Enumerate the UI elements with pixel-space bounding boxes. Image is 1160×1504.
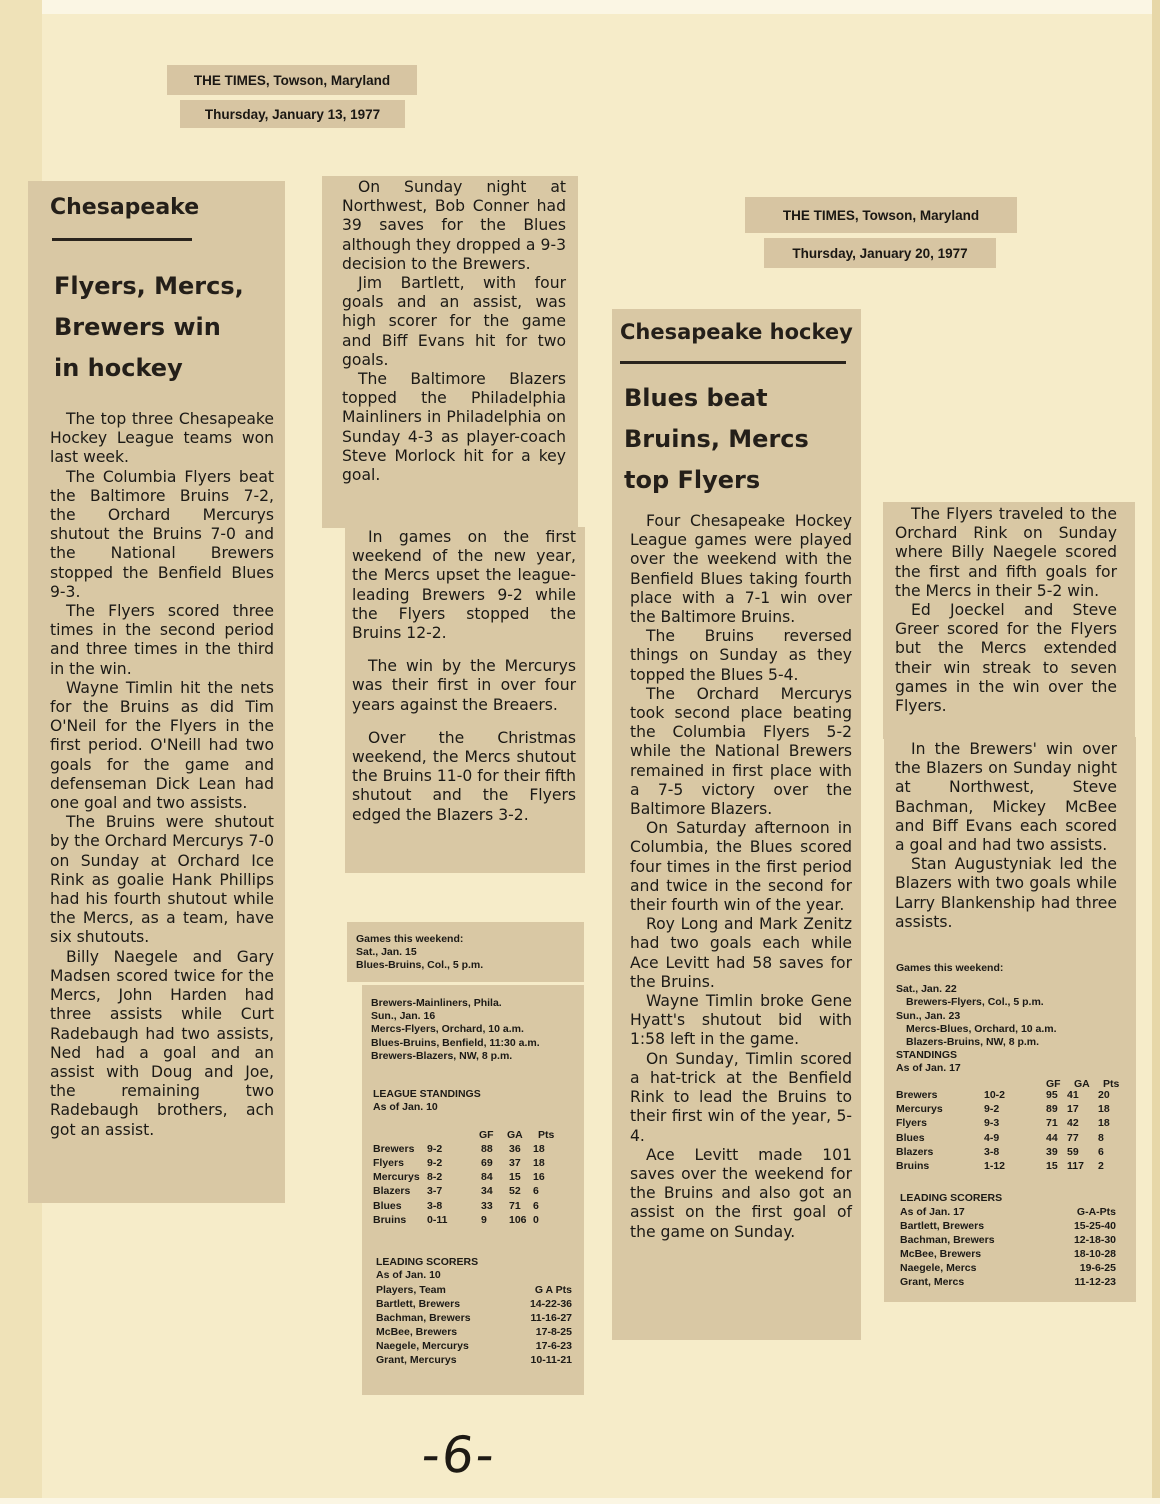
col-ga: GA — [507, 1129, 523, 1141]
col-gapts: G A Pts — [534, 1284, 572, 1296]
team-ga: 15 — [509, 1171, 521, 1184]
team-pts: 16 — [533, 1171, 545, 1184]
team-pts: 0 — [533, 1213, 539, 1226]
team-name: Flyers — [896, 1117, 927, 1130]
team-gf: 89 — [1046, 1103, 1058, 1116]
team-record: 1-12 — [984, 1159, 1006, 1172]
games-line: Mercs-Blues, Orchard, 10 a.m. — [906, 1022, 1057, 1035]
team-gf: 39 — [1046, 1145, 1058, 1158]
team-ga: 77 — [1067, 1131, 1079, 1144]
games-day: Sun., Jan. 23 — [896, 1009, 961, 1022]
headline-line: Blues beat — [624, 384, 768, 412]
standings-row — [373, 1157, 573, 1171]
team-pts: 18 — [1098, 1117, 1110, 1130]
scorers-asof: As of Jan. 10 — [376, 1269, 441, 1282]
scorer-row — [376, 1326, 572, 1340]
section-label-chesapeake: Chesapeake — [50, 195, 200, 220]
games-this-weekend-2 — [896, 962, 1126, 1076]
masthead-date-jan20: Thursday, January 20, 1977 — [764, 238, 996, 268]
team-pts: 6 — [533, 1199, 539, 1212]
games-heading: Games this weekend: — [896, 962, 1004, 974]
standings-table-1 — [373, 1129, 573, 1228]
team-ga: 42 — [1067, 1117, 1079, 1130]
col-gf: GF — [479, 1129, 494, 1141]
headline-blues-beat-bruins — [624, 378, 852, 501]
team-record: 3-8 — [984, 1145, 1000, 1158]
scorer-row — [376, 1298, 572, 1312]
scorer-stats: 17-8-25 — [535, 1325, 572, 1338]
scorers-table-2 — [900, 1206, 1116, 1290]
team-ga: 41 — [1067, 1089, 1079, 1101]
article-paragraph: The Columbia Flyers beat the Baltimore Bruins 7-2, the Orchard Mercurys shutout the Bruins 7-0 and the National Brewers stopped the Benfield Blues 9-3. — [50, 467, 274, 601]
team-ga: 52 — [509, 1185, 521, 1198]
team-ga: 36 — [509, 1142, 521, 1155]
scorer-row — [900, 1276, 1116, 1290]
headline-line: Bruins, Mercs — [624, 425, 809, 453]
team-pts: 18 — [533, 1156, 545, 1169]
team-pts: 8 — [1098, 1131, 1104, 1144]
games-line: Blues-Bruins, Col., 5 p.m. — [356, 959, 484, 972]
scorers-header-row — [900, 1206, 1116, 1220]
standings-row — [373, 1214, 573, 1228]
scorer-stats: 14-22-36 — [529, 1297, 572, 1310]
team-ga: 71 — [509, 1199, 521, 1212]
team-record: 9-3 — [984, 1117, 1000, 1130]
games-line: Brewers-Mainliners, Phila. — [371, 997, 502, 1009]
team-ga: 17 — [1067, 1103, 1079, 1116]
games-continued-1 — [371, 997, 576, 1063]
article-paragraph: Wayne Timlin hit the nets for the Bruins as did Tim O'Neil for the Flyers in the first period. O'Neill had two goals for the game and defenseman Dick Lean had one goal and two assists. — [50, 678, 274, 813]
standings-title: STANDINGS — [896, 1049, 958, 1062]
scorers-header-row — [376, 1284, 572, 1298]
standings-header-row — [373, 1129, 573, 1143]
team-ga: 117 — [1067, 1159, 1084, 1172]
team-name: Brewers — [896, 1089, 938, 1101]
team-record: 4-9 — [984, 1131, 1000, 1144]
scorer-row — [900, 1262, 1116, 1276]
games-day: Sun., Jan. 16 — [371, 1010, 436, 1023]
article-paragraph: In games on the first weekend of the new year, the Mercs upset the league-leading Brewers 9-2 while the Flyers stopped the Bruins 12-2. — [352, 528, 576, 643]
scorers-asof: As of Jan. 17 — [900, 1206, 965, 1218]
article-paragraph: Four Chesapeake Hockey League games were played over the weekend with the Benfield Blues taking fourth place with a 7-1 win over the Baltimore Bruins. — [630, 512, 852, 627]
article-paragraph: On Sunday, Timlin scored a hat-trick at the Benfield Rink to lead the Bruins to their first win of the year, 5-4. — [630, 1049, 852, 1145]
team-record: 0-11 — [427, 1213, 448, 1226]
team-gf: 33 — [481, 1199, 493, 1212]
team-gf: 44 — [1046, 1131, 1058, 1144]
article-paragraph: The Flyers scored three times in the second period and three times in the third in the win. — [50, 602, 274, 678]
team-name: Bruins — [896, 1159, 930, 1172]
col-ga: GA — [1074, 1078, 1090, 1090]
team-record: 9-2 — [427, 1142, 443, 1155]
scorers-heading-2 — [900, 1192, 1120, 1205]
team-name: Bruins — [373, 1213, 407, 1226]
article-paragraph: Over the Christmas weekend, the Mercs shutout the Bruins 11-0 for their fifth shutout and the Flyers edged the Blazers 3-2. — [352, 728, 576, 824]
headline-line: Brewers win — [54, 313, 221, 341]
standings-header-row — [896, 1078, 1126, 1089]
article-paragraph: The Baltimore Blazers topped the Philadelphia Mainliners in Philadelphia on Sunday 4-3 as player-coach Steve Morlock hit for a key goal. — [342, 370, 566, 485]
standings-row — [373, 1143, 573, 1157]
section-rule — [620, 361, 846, 364]
team-name: Blues — [896, 1131, 925, 1144]
scorer-stats: 19-6-25 — [1079, 1261, 1116, 1274]
team-name: Flyers — [373, 1156, 404, 1169]
games-line: Blues-Bruins, Benfield, 11:30 a.m. — [371, 1036, 540, 1049]
article-paragraph: The win by the Mercurys was their first in over four years against the Breaers. — [352, 657, 576, 714]
standings-row — [896, 1132, 1126, 1146]
scorer-name: Grant, Mercs — [900, 1275, 965, 1288]
headline-line: Flyers, Mercs, — [54, 272, 244, 300]
article-paragraph: Ed Joeckel and Steve Greer scored for the Flyers but the Mercs extended their win streak to seven games in the win over the Flyers. — [895, 601, 1117, 716]
team-pts: 18 — [533, 1142, 545, 1155]
headline-line: in hockey — [54, 354, 183, 382]
page-bottom-edge — [0, 1498, 1160, 1504]
col-gf: GF — [1046, 1078, 1061, 1090]
scorer-name: Naegele, Mercurys — [376, 1339, 469, 1352]
article-paragraph: Jim Bartlett, with four goals and an assist, was high scorer for the game and Biff Evans hit for two goals. — [342, 274, 566, 369]
games-line: Mercs-Flyers, Orchard, 10 a.m. — [371, 1023, 524, 1036]
team-gf: 95 — [1046, 1089, 1058, 1101]
standings-asof: As of Jan. 10 — [373, 1101, 438, 1114]
team-pts: 6 — [533, 1185, 539, 1198]
team-pts: 20 — [1098, 1089, 1110, 1101]
games-day: Sat., Jan. 15 — [356, 946, 417, 959]
team-gf: 84 — [481, 1171, 493, 1184]
team-gf: 15 — [1046, 1159, 1058, 1172]
article-body-col2b — [352, 528, 576, 825]
article-body-col4a — [895, 505, 1117, 716]
scorer-stats: 11-16-27 — [530, 1311, 572, 1324]
team-gf: 9 — [481, 1213, 487, 1226]
section-label-chesapeake-hockey: Chesapeake hockey — [620, 320, 853, 344]
games-this-weekend-1 — [356, 933, 576, 973]
masthead-paper-jan20: THE TIMES, Towson, Maryland — [745, 197, 1017, 233]
scorer-name: Grant, Mercurys — [376, 1353, 457, 1366]
article-paragraph: In the Brewers' win over the Blazers on Sunday night at Northwest, Steve Bachman, Mickey McBee and Biff Evans each scored a goal and had two assists. — [895, 740, 1117, 855]
page-right-edge — [1152, 0, 1160, 1504]
scorer-name: Bachman, Brewers — [900, 1233, 995, 1246]
article-body-col4b — [895, 740, 1117, 932]
standings-row — [373, 1200, 573, 1214]
article-body-col3 — [630, 512, 852, 1242]
standings-row — [373, 1171, 573, 1185]
scorer-row — [900, 1220, 1116, 1234]
games-day: Sat., Jan. 22 — [896, 983, 957, 996]
standings-row — [896, 1146, 1126, 1160]
standings-heading-1 — [373, 1088, 573, 1114]
scorer-row — [900, 1248, 1116, 1262]
article-body-col2a — [342, 178, 566, 485]
team-name: Mercurys — [896, 1103, 943, 1116]
team-pts: 18 — [1098, 1103, 1110, 1116]
headline-flyers-mercs-brewers — [54, 266, 279, 389]
team-ga: 106 — [509, 1213, 527, 1226]
scorer-name: McBee, Brewers — [900, 1247, 982, 1260]
team-pts: 2 — [1098, 1159, 1104, 1172]
standings-row — [896, 1089, 1126, 1103]
team-gf: 88 — [481, 1142, 493, 1155]
article-paragraph: The Flyers traveled to the Orchard Rink on Sunday where Billy Naegele scored the first and fifth goals for the Mercs in their 5-2 win. — [895, 505, 1117, 600]
team-record: 10-2 — [984, 1089, 1006, 1101]
team-name: Blazers — [896, 1145, 934, 1158]
section-rule — [52, 238, 192, 241]
team-name: Mercurys — [373, 1171, 420, 1184]
standings-row — [896, 1103, 1126, 1117]
standings-row — [373, 1185, 573, 1199]
team-record: 3-7 — [427, 1185, 443, 1198]
games-line: Brewers-Flyers, Col., 5 p.m. — [906, 996, 1044, 1009]
headline-line: top Flyers — [624, 466, 761, 494]
article-paragraph: Ace Levitt made 101 saves over the weekend for the Bruins and also got an assist on the first goal of the game on Sunday. — [630, 1145, 852, 1241]
standings-row — [896, 1160, 1126, 1174]
scorer-name: Naegele, Mercs — [900, 1261, 977, 1274]
article-paragraph: On Sunday night at Northwest, Bob Conner had 39 saves for the Blues although they dropped a 9-3 decision to the Brewers. — [342, 178, 566, 273]
games-line: Blazers-Bruins, NW, 8 p.m. — [906, 1036, 1040, 1049]
scorer-stats: 10-11-21 — [530, 1353, 572, 1366]
article-paragraph: Stan Augustyniak led the Blazers with two goals while Larry Blankenship had three assists. — [895, 855, 1117, 931]
scorer-name: Bartlett, Brewers — [376, 1297, 461, 1310]
scorers-title: LEADING SCORERS — [900, 1192, 1003, 1204]
standings-table-2 — [896, 1078, 1126, 1174]
standings-row — [896, 1117, 1126, 1131]
team-gf: 34 — [481, 1185, 493, 1198]
col-gapts: G-A-Pts — [1076, 1206, 1116, 1218]
scorers-title: LEADING SCORERS — [376, 1256, 479, 1268]
article-body-col1 — [50, 410, 274, 1140]
scorer-row — [900, 1234, 1116, 1248]
article-paragraph: Billy Naegele and Gary Madsen scored twice for the Mercs, John Harden had three assists while Curt Radebaugh had two assists, Ned had a goal and an assist with Doug and Joe, the remaining two Radebaugh brothers, ach got an assist. — [50, 947, 274, 1139]
games-heading: Games this weekend: — [356, 933, 464, 945]
games-line: Brewers-Blazers, NW, 8 p.m. — [371, 1049, 513, 1062]
scorer-name: Bachman, Brewers — [376, 1311, 471, 1324]
team-record: 8-2 — [427, 1171, 443, 1184]
standings-asof: As of Jan. 17 — [896, 1062, 961, 1075]
col-pts: Pts — [1103, 1078, 1120, 1090]
page-top-edge — [0, 0, 1160, 14]
scorer-row — [376, 1312, 572, 1326]
scorer-stats: 18-10-28 — [1073, 1247, 1116, 1260]
team-ga: 59 — [1067, 1145, 1079, 1158]
scorer-stats: 12-18-30 — [1073, 1233, 1116, 1246]
team-ga: 37 — [509, 1156, 521, 1169]
scorer-name: McBee, Brewers — [376, 1325, 458, 1338]
article-paragraph: The Bruins reversed things on Sunday as they topped the Blues 5-4. — [630, 627, 852, 684]
scorer-row — [376, 1340, 572, 1354]
col-players: Players, Team — [376, 1284, 446, 1296]
masthead-date-jan13: Thursday, January 13, 1977 — [180, 100, 405, 128]
team-name: Brewers — [373, 1142, 415, 1155]
article-paragraph: Roy Long and Mark Zenitz had two goals each while Ace Levitt had 58 saves for the Bruins. — [630, 915, 852, 991]
team-record: 3-8 — [427, 1199, 443, 1212]
article-paragraph: Wayne Timlin broke Gene Hyatt's shutout bid with 1:58 left in the game. — [630, 992, 852, 1049]
team-pts: 6 — [1098, 1145, 1104, 1158]
scorer-stats: 11-12-23 — [1074, 1275, 1116, 1288]
page-number-handwritten: -6- — [418, 1426, 499, 1484]
team-record: 9-2 — [984, 1103, 1000, 1116]
scorer-stats: 17-6-23 — [535, 1339, 572, 1352]
scorer-stats: 15-25-40 — [1073, 1219, 1116, 1232]
scorer-row — [376, 1354, 572, 1368]
article-paragraph: The Orchard Mercurys took second place beating the Columbia Flyers 5-2 while the National Brewers remained in first place with a 7-5 victory over the Baltimore Blazers. — [630, 684, 852, 819]
article-paragraph: The Bruins were shutout by the Orchard Mercurys 7-0 on Sunday at Orchard Ice Rink as goalie Hank Phillips had his fourth shutout while the Mercs, as a team, have six shutouts. — [50, 813, 274, 947]
scorer-name: Bartlett, Brewers — [900, 1219, 985, 1232]
team-name: Blazers — [373, 1185, 411, 1198]
team-name: Blues — [373, 1199, 402, 1212]
team-record: 9-2 — [427, 1156, 443, 1169]
scorers-heading-1 — [376, 1256, 576, 1282]
article-paragraph: The top three Chesapeake Hockey League teams won last week. — [50, 410, 274, 467]
article-paragraph: On Saturday afternoon in Columbia, the Blues scored four times in the first period and twice in the second for their fourth win of the year. — [630, 819, 852, 915]
col-pts: Pts — [538, 1129, 555, 1141]
team-gf: 69 — [481, 1156, 493, 1169]
standings-title: LEAGUE STANDINGS — [373, 1088, 481, 1100]
masthead-paper-jan13: THE TIMES, Towson, Maryland — [167, 65, 417, 95]
team-gf: 71 — [1046, 1117, 1058, 1130]
scorers-table-1 — [376, 1284, 572, 1368]
